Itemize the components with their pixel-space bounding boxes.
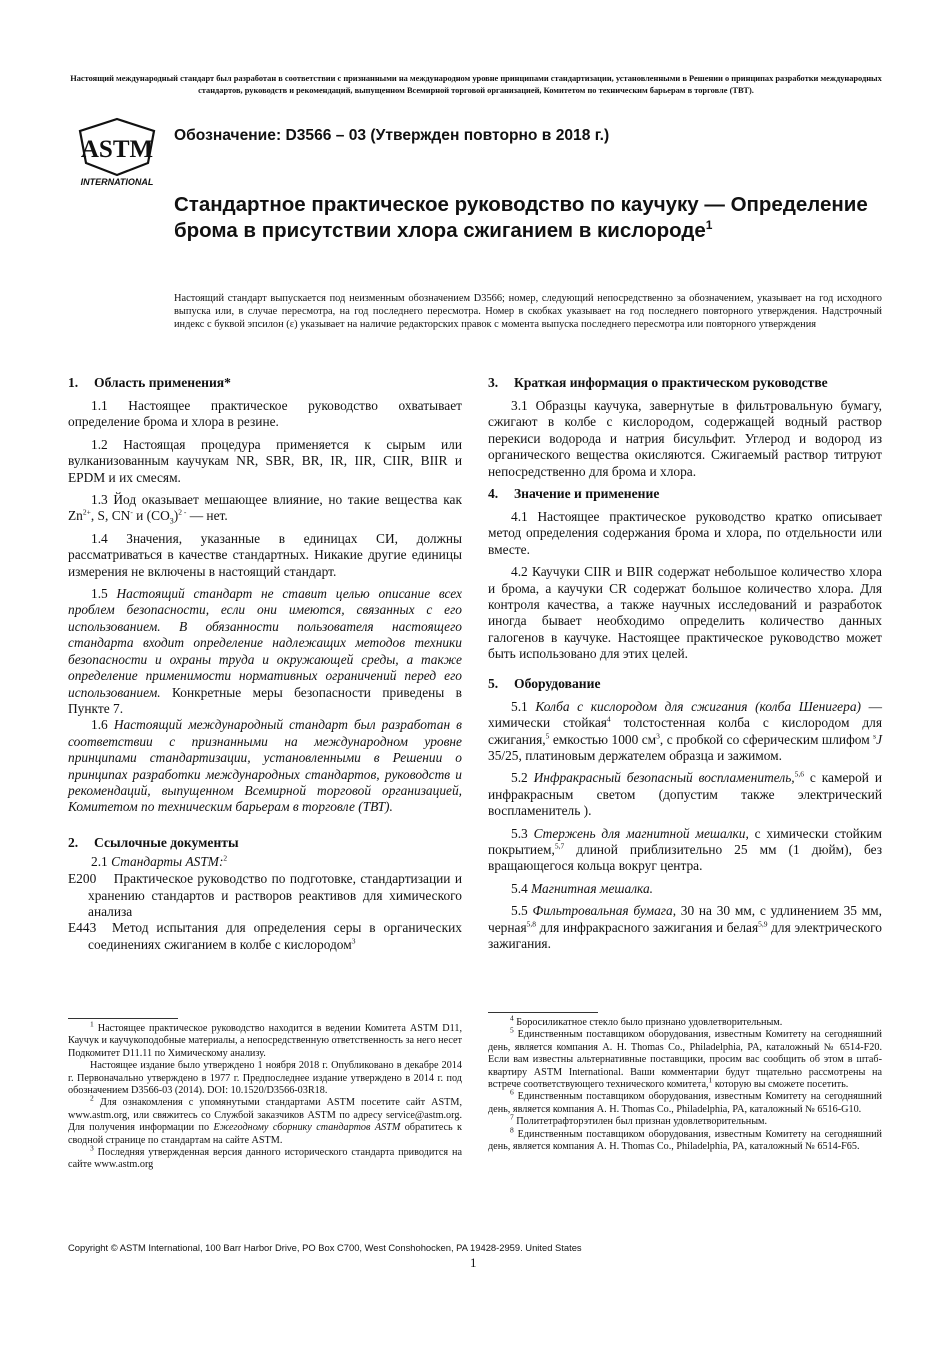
footnotes-left (68, 1018, 462, 1172)
para-2-1: 2.1 Стандарты ASTM:$^2$ (91, 853, 228, 869)
header-note: Настоящий международный стандарт был разработан в соответствии с признанными на международном уровне принципами стандартизации, установленными в Решении о принципах разработки международных стандартов, руководств и рекомендаций, выпущенном Всемирной торговой организацией, Комитетом по техническим барьерам в торговле (ТВТ). (70, 74, 882, 95)
footnote-1: $^1$ Настоящее практическое руководство находится в ведении Комитета ASTM D11, Каучук и каучукоподобные материалы, а непосредственную ответственность за него несет Подкомитет D11.11 по Химическому анализу. (68, 1019, 462, 1059)
astm-logo (76, 117, 158, 189)
footnote-6: $^6$ Единственным поставщиком оборудования, известным Комитету на сегодняшний день, является компания A. H. Thomas Co., Philadelphia, PA, каталожный № 6516-G10. (488, 1088, 882, 1115)
footnote-3: $^3$ Последняя утвержденная версия данного исторического стандарта приводится на сайте www.astm.org (68, 1143, 462, 1171)
section-5-heading: 5. Оборудование (488, 675, 601, 691)
section-2-heading: 2. Ссылочные документы (68, 834, 239, 850)
para-5-3: 5.3 Стержень для магнитной мешалки, с химически стойким покрытием,$^{5,7}$ длиной приблизительно 25 мм (1 дюйм), без вращающегося кольца вокруг центра. (488, 825, 882, 874)
para-3-1: 3.1 Образцы каучука, завернутые в фильтровальную бумагу, сжигают в колбе с кислородом, содержащей водный раствор перекиси водорода и натрия бисульфит. Углерод и водород из органического вещества окисляются. Сжигаемый раствор титруют непосредственно для брома и хлора. (488, 398, 882, 479)
document-title (174, 192, 874, 244)
para-1-1: 1.1 Настоящее практическое руководство охватывает определение брома и хлора в резине. (68, 398, 462, 430)
footnote-5: $^5$ Единственным поставщиком оборудования, известным Комитету на сегодняшний день, является компания A. H. Thomas Co., Philadelphia, PA, каталожный № 6514-F20. Если вам известны альтернативные поставщики, просим вас сообщить об этом в штаб-квартиру ASTM International. Ваши комментарии будут тщательно рассмотрены на встрече соответствующего технического комитета,$^1$ которую вы сможете посетить. (488, 1026, 882, 1091)
title-text: Стандартное практическое руководство по каучуку — Определение брома в присутствии хлора сжиганием в кислороде (174, 193, 868, 242)
ref-e200: E200 Практическое руководство по подготовке, стандартизации и хранению стандартов и растворов реактивов для химического анализа (68, 871, 462, 919)
footnote-rule (488, 1012, 598, 1013)
footnote-4: $^4$ Боросиликатное стекло было признано удовлетворительным. (510, 1013, 783, 1028)
para-1-6: 1.6 Настоящий международный стандарт был разработан в соответствии с признанными на международном уровне принципами стандартизации, установленными в Решении о принципах разработки международных стандартов, руководств и рекомендаций, выпущенном Всемирной торговой организацией, Комитетом по техническим барьерам в торговле (ТВТ). (68, 717, 462, 815)
left-column (68, 374, 462, 953)
section-4-heading: 4. Значение и применение (488, 486, 660, 502)
logo-text: INTERNATIONAL (80, 177, 154, 187)
footnote-rule (68, 1018, 178, 1019)
designation: Обозначение: D3566 – 03 (Утвержден повторно в 2018 г.) (174, 127, 610, 144)
copyright: Copyright © ASTM International, 100 Barr Harbor Drive, PO Box C700, West Conshohocken, PA 19428-2959. United States (68, 1242, 582, 1253)
para-4-2: 4.2 Каучуки CIIR и BIIR содержат небольшое количество хлора и брома, а каучуки CR содержат большое количество хлора. Для контроля качества, а также научных исследований и разработок иногда бывает необходимо определить количество данных галогенов в каучуке. Настоящее практическое руководство может быть использовано для этих целей. (488, 564, 882, 662)
para-5-4: 5.4 Магнитная мешалка. (511, 880, 654, 896)
para-1-5: 1.5 Настоящий стандарт не ставит целью описание всех проблем безопасности, если они имеются, связанных с его использованием. В обязанности пользователя настоящего стандарта входит определение надлежащих методов техники безопасности и охраны труда и окружающей среды, а также определение применимости нормативных ограничений перед его использованием. Конкретные меры безопасности приведены в Пункте 7. (68, 586, 463, 716)
page-number: 1 (470, 1255, 477, 1270)
footnotes-right (488, 1012, 882, 1153)
right-column (488, 374, 882, 952)
footnote-7: $^7$ Политетрафторэтилен был признан удовлетворительным. (510, 1112, 768, 1128)
section-3-heading: 3. Краткая информация о практическом руководстве (488, 375, 828, 390)
footnote-8: $^8$ Единственным поставщиком оборудования, известным Комитету на сегодняшний день, является компания A. H. Thomas Co., Philadelphia, PA, каталожный № 6514-F65. (488, 1125, 882, 1153)
issued-note: Настоящий стандарт выпускается под неизменным обозначением D3566; номер, следующий непосредственно за обозначением, указывает на год исходного выпуска или, в случае пересмотра, на год последнего пересмотра. Номер в скобках указывает на год последнего повторного утверждения. Надстрочный индекс с буквой эпсилон (ε) указывает на наличие редакторских правок с момента выпуска последнего пересмотра или повторного утверждения (174, 293, 882, 330)
astm-logo-icon (76, 117, 158, 189)
para-5-2: 5.2 Инфракрасный безопасный воспламенитель,$^{5,6}$ с камерой и инфракрасным светом (допустим также электрический воспламенитель ). (488, 769, 883, 819)
para-1-3: 1.3 Йод оказывает мешающее влияние, но такие вещества как $Zn^{2+}$, S, CN- и $(CO_3)^{2 -}$ — нет. (68, 492, 462, 527)
para-1-4: 1.4 Значения, указанные в единицах СИ, должны рассматриваться в качестве стандартных. Никакие другие единицы измерения не включены в настоящий стандарт. (68, 530, 462, 579)
para-1-2: 1.2 Настоящая процедура применяется к сырым или вулканизованным каучукам NR, SBR, BR, IR, IIR, CIIR, BIIR и EPDM и их смесям. (68, 436, 462, 485)
ref-e443: E443 Метод испытания для определения серы в органических соединениях сжиганием в колбе с кислородом$^3$ (68, 920, 462, 952)
section-1-heading: 1. Область применения* (68, 375, 231, 390)
para-4-1: 4.1 Настоящее практическое руководство кратко описывает метод определения содержания брома и хлора, по отдельности или вместе. (488, 509, 882, 557)
footnote-2: $^2$ Для ознакомления с упомянутыми стандартами ASTM посетите сайт ASTM, www.astm.org, или свяжитесь со Службой заказчиков ASTM по адресу service@astm.org. Для получения информации по Ежегодному сборнику стандартов ASTM обратитесь к сводной странице по стандартам на сайте ASTM. (68, 1094, 462, 1146)
title-sup: 1 (705, 218, 713, 233)
para-5-1: 5.1 Колба с кислородом для сжигания (колба Шенигера) — химически стойкая$^4$ толстостенная колба с кислородом для сжигания,$^5$ емкостью 1000 $см^3$, с пробкой со сферическим шлифом $^s$J 35/25, платиновым держателем образца и зажимом. (488, 698, 883, 763)
footnote-1b: Настоящее издание было утверждено 1 ноября 2018 г. Опубликовано в декабре 2014 г. Первоначально утверждено в 1977 г. Предпоследнее издание утверждено в 2014 г. под обозначением D3566-03 (2014). DOI: 10.1520/D3566-03R18. (68, 1060, 462, 1097)
svg-text:ASTM: ASTM (80, 136, 154, 163)
para-5-5: 5.5 Фильтровальная бумага, 30 на 30 мм, с удлинением 35 мм, черная$^{5,8}$ для инфракрасного зажигания и белая$^{5,9}$ для электрического зажигания. (488, 903, 882, 951)
